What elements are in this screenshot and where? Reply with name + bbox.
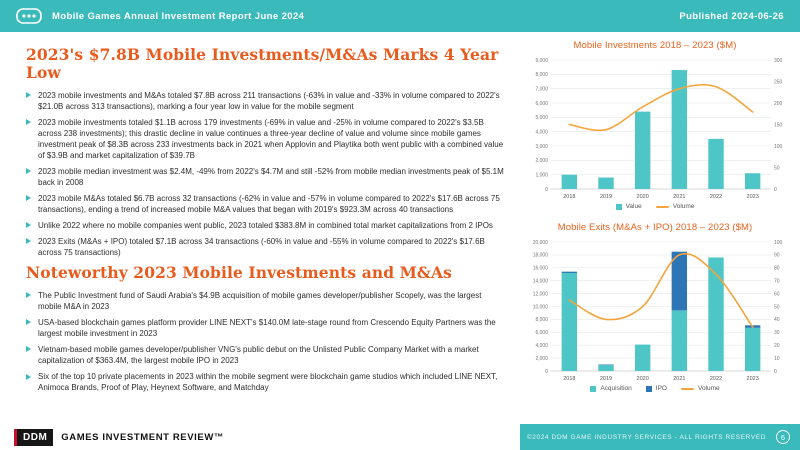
svg-text:2023: 2023 xyxy=(746,376,759,382)
bullet-text: Six of the top 10 private placements in 2023 within the mobile segment were blockchain game studios which included LINE NEXT, Animoca Brands, Proof of Play, Heynext Software, and Matchday xyxy=(38,372,498,393)
list-item xyxy=(26,90,507,112)
text-column xyxy=(0,32,515,424)
section2-bullets xyxy=(26,290,507,393)
svg-text:8,000: 8,000 xyxy=(535,317,548,324)
svg-text:6,000: 6,000 xyxy=(535,100,548,107)
svg-text:20,000: 20,000 xyxy=(532,239,548,246)
main-content xyxy=(0,32,800,424)
svg-text:300: 300 xyxy=(774,57,783,64)
bullet-triangle-icon xyxy=(26,292,31,298)
svg-text:1,000: 1,000 xyxy=(535,172,548,179)
svg-text:0: 0 xyxy=(774,186,777,193)
svg-text:4,000: 4,000 xyxy=(535,129,548,136)
svg-text:0: 0 xyxy=(774,368,777,375)
investments-chart-title: Mobile Investments 2018 – 2023 ($M) xyxy=(573,40,737,51)
legend-label: Volume xyxy=(697,385,720,392)
bullet-triangle-icon xyxy=(26,346,31,352)
bullet-text: Unlike 2022 where no mobile companies went public, 2023 totaled $383.8M in combined total market capitalizations from 2 IPOs xyxy=(38,220,493,230)
investments-chart-legend xyxy=(616,203,695,210)
svg-text:0: 0 xyxy=(545,186,548,193)
svg-text:90: 90 xyxy=(774,252,780,259)
svg-text:250: 250 xyxy=(774,79,783,86)
section1-title: 2023's $7.8B Mobile Investments/M&As Marks 4 Year Low xyxy=(26,45,499,82)
svg-text:2020: 2020 xyxy=(636,376,649,382)
legend-item xyxy=(681,385,720,392)
svg-text:80: 80 xyxy=(774,265,780,272)
investments-chart-plot xyxy=(517,53,793,205)
list-item xyxy=(26,344,507,366)
square-swatch-icon xyxy=(646,386,652,392)
page-number: 6 xyxy=(776,430,790,444)
svg-text:0: 0 xyxy=(545,368,548,375)
svg-text:2018: 2018 xyxy=(563,194,576,200)
svg-text:150: 150 xyxy=(774,122,783,129)
svg-text:20: 20 xyxy=(774,343,780,349)
svg-text:100: 100 xyxy=(774,239,783,246)
exits-chart-title: Mobile Exits (M&As + IPO) 2018 – 2023 ($M) xyxy=(557,222,753,233)
svg-text:2,000: 2,000 xyxy=(535,355,548,362)
footer-brand-area xyxy=(0,424,520,450)
svg-text:2023: 2023 xyxy=(746,194,759,200)
footer-bar xyxy=(0,424,800,450)
svg-text:50: 50 xyxy=(774,165,780,172)
list-item xyxy=(26,290,507,312)
bullet-triangle-icon xyxy=(26,374,31,380)
svg-text:7,000: 7,000 xyxy=(535,86,548,93)
svg-text:4,000: 4,000 xyxy=(535,343,548,349)
svg-text:2019: 2019 xyxy=(599,376,613,382)
svg-text:6,000: 6,000 xyxy=(535,330,548,337)
list-item xyxy=(26,193,507,215)
gamepad-icon xyxy=(16,7,42,25)
svg-text:8,000: 8,000 xyxy=(535,72,548,79)
svg-text:70: 70 xyxy=(774,278,780,285)
section1-bullets xyxy=(26,90,507,258)
copyright-text: ©2024 DDM GAME INDUSTRY SERVICES - ALL RIGHTS RESERVED xyxy=(526,433,766,441)
svg-text:12,000: 12,000 xyxy=(532,291,548,298)
bullet-triangle-icon xyxy=(26,119,31,125)
exits-chart xyxy=(517,218,793,392)
section2-title: Noteworthy 2023 Mobile Investments and M&As xyxy=(26,263,452,283)
list-item xyxy=(26,220,507,231)
svg-text:2022: 2022 xyxy=(709,194,723,200)
bullet-triangle-icon xyxy=(26,168,31,174)
svg-text:2,000: 2,000 xyxy=(535,158,548,165)
svg-text:2022: 2022 xyxy=(709,376,723,382)
bullet-triangle-icon xyxy=(26,319,31,325)
exits-chart-plot xyxy=(517,235,793,387)
svg-text:18,000: 18,000 xyxy=(532,252,548,259)
legend-item xyxy=(616,203,642,210)
list-item xyxy=(26,371,507,393)
legend-item xyxy=(590,385,631,392)
svg-text:2021: 2021 xyxy=(673,376,686,382)
legend-label: Value xyxy=(625,203,642,210)
legend-label: Acquisition xyxy=(600,385,632,392)
bullet-text: 2023 mobile median investment was $2.4M, -49% from 2022's $4.7M and still -52% from mobile median investments peak of $5.1M back in 2008 xyxy=(38,166,504,187)
list-item xyxy=(26,317,507,339)
exits-chart-legend xyxy=(590,385,719,392)
bullet-text: 2023 mobile investments and M&As totaled $7.8B across 211 transactions (-63% in value and -33% in volume compared to 2022's $21.0B across 313 transactions), marking a four year low in value for the mobile segment xyxy=(38,90,500,111)
svg-text:30: 30 xyxy=(774,330,780,337)
ddm-logo: DDM xyxy=(14,429,53,446)
legend-item xyxy=(656,203,695,210)
line-swatch-icon xyxy=(656,206,669,208)
footer-copyright-area xyxy=(520,424,800,450)
legend-label: IPO xyxy=(655,385,667,392)
svg-text:14,000: 14,000 xyxy=(532,278,548,285)
svg-text:2020: 2020 xyxy=(636,194,649,200)
investments-chart xyxy=(517,36,793,210)
svg-text:3,000: 3,000 xyxy=(535,143,548,150)
bullet-text: 2023 mobile investments totaled $1.1B across 179 investments (-69% in value and -25% in volume compared to 2022's $3.5B across 238 investments); this drastic decline in value continues a three-year decline of value and volume since mobile games investment peak of $8.3B across 233 investments back in 2021 when Applovin and Playtika both went public with a combined value of $3.9B and market capitalization of $39.7B xyxy=(38,117,504,160)
bullet-triangle-icon xyxy=(26,222,31,228)
charts-column xyxy=(515,32,800,424)
header-bar xyxy=(0,0,800,32)
svg-text:10,000: 10,000 xyxy=(532,304,548,311)
report-title: Mobile Games Annual Investment Report June 2024 xyxy=(52,10,305,22)
svg-text:100: 100 xyxy=(774,143,783,150)
square-swatch-icon xyxy=(590,386,596,392)
svg-text:10: 10 xyxy=(774,355,780,362)
square-swatch-icon xyxy=(616,204,622,210)
line-swatch-icon xyxy=(681,388,694,390)
svg-text:60: 60 xyxy=(774,291,780,298)
bullet-text: Vietnam-based mobile games developer/publisher VNG's public debut on the Unlisted Public Company Market with a market capitalization of $363.4M, the largest mobile IPO in 2023 xyxy=(38,344,479,365)
svg-text:200: 200 xyxy=(774,100,783,107)
list-item xyxy=(26,166,507,188)
bullet-text: 2023 mobile M&As totaled $6.7B across 32 transactions (-62% in value and -57% in volume compared to 2022's $17.6B across 75 transactions), ending a trend of increased mobile M&A values that began with 2019's $923.3M across 40 transactions xyxy=(38,193,500,214)
svg-text:2019: 2019 xyxy=(599,194,613,200)
svg-text:40: 40 xyxy=(774,317,780,324)
legend-item xyxy=(646,385,667,392)
svg-text:2021: 2021 xyxy=(673,194,686,200)
published-date: Published 2024-06-26 xyxy=(679,10,784,22)
bullet-triangle-icon xyxy=(26,195,31,201)
bullet-text: 2023 Exits (M&As + IPO) totaled $7.1B across 34 transactions (-60% in value and -55% in volume compared to 2022's $17.6B across 75 transactions) xyxy=(38,236,485,257)
list-item xyxy=(26,117,507,161)
svg-text:2018: 2018 xyxy=(563,376,576,382)
bullet-text: USA-based blockchain games platform provider LINE NEXT's $140.0M late-stage round from Crescendo Equity Partners was the largest mobile investment in 2023 xyxy=(38,317,496,338)
bullet-text: The Public Investment fund of Saudi Arabia's $4.9B acquisition of mobile games developer/publisher Scopely, was the largest mobile M&A in 2023 xyxy=(38,290,482,311)
svg-text:16,000: 16,000 xyxy=(532,265,548,272)
svg-text:50: 50 xyxy=(774,304,780,311)
svg-text:5,000: 5,000 xyxy=(535,115,548,122)
bullet-triangle-icon xyxy=(26,92,31,98)
brand-text: GAMES INVESTMENT REVIEW™ xyxy=(61,431,224,443)
legend-label: Volume xyxy=(672,203,695,210)
list-item xyxy=(26,236,507,258)
bullet-triangle-icon xyxy=(26,238,31,244)
svg-text:9,000: 9,000 xyxy=(535,57,548,64)
